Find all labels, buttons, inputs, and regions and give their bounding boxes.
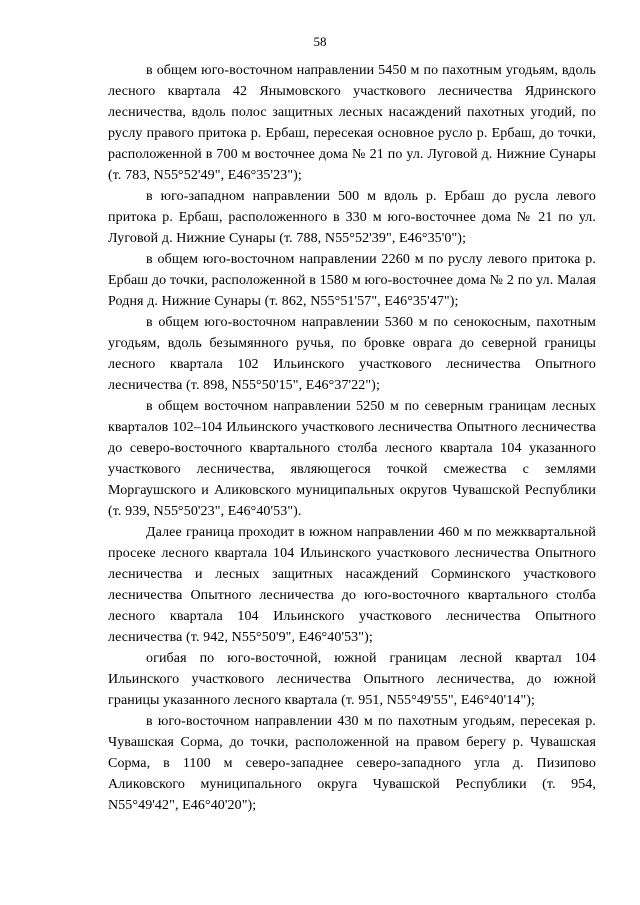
page-number: 58 [313,34,327,49]
paragraph: огибая по юго-восточной, южной границам лесной квартал 104 Ильинского участкового лесничества Опытного лесничества, до южной границы указанного лесного квартала (т. 951, N55°49'55", E46°40'14"); [108,651,596,708]
paragraph: в юго-западном направлении 500 м вдоль р. Ербаш до русла левого притока р. Ербаш, расположенного в 330 м юго-восточнее дома № 21 по ул. Луговой д. Нижние Сунары (т. 788, N55°52'39", E46°35'0"); [108,189,596,246]
document-body [108,60,596,816]
paragraph: в общем юго-восточном направлении 5450 м по пахотным угодьям, вдоль лесного квартала 42 Янымовского участкового лесничества Ядринского лесничества, вдоль полос защитных лесных насаждений пахотных угодий, по руслу правого притока р. Ербаш, пересекая основное русло р. Ербаш, до точки, расположенной в 700 м восточнее дома № 21 по ул. Луговой д. Нижние Сунары (т. 783, N55°52'49", E46°35'23"); [108,63,596,183]
paragraph: в общем юго-восточном направлении 5360 м по сенокосным, пахотным угодьям, вдоль безымянного ручья, по бровке оврага до северной границы лесного квартала 102 Ильинского участкового лесничества Опытного лесничества (т. 898, N55°50'15", E46°37'22"); [108,315,596,393]
paragraph: Далее граница проходит в южном направлении 460 м по межквартальной просеке лесного квартала 104 Ильинского участкового лесничества Опытного лесничества и лесных защитных насаждений Сорминского участкового лесничества Опытного лесничества до юго-восточного квартального столба лесного квартала 104 Ильинского участкового лесничества Опытного лесничества (т. 942, N55°50'9", E46°40'53"); [108,525,596,645]
paragraph: в общем юго-восточном направлении 2260 м по руслу левого притока р. Ербаш до точки, расположенной в 1580 м юго-восточнее дома № 2 по ул. Малая Родня д. Нижние Сунары (т. 862, N55°51'57", E46°35'47"); [108,252,596,309]
paragraph: в общем восточном направлении 5250 м по северным границам лесных кварталов 102–104 Ильинского участкового лесничества Опытного лесничества до северо-восточного квартального столба лесного квартала 104 указанного участкового лесничества, являющегося точкой смежества с землями Моргаушского и Аликовского муниципальных округов Чувашской Республики (т. 939, N55°50'23", E46°40'53"). [108,399,596,519]
paragraph: в юго-восточном направлении 430 м по пахотным угодьям, пересекая р. Чувашская Сорма, до точки, расположенной на правом берегу р. Чувашская Сорма, в 1100 м северо-западнее северо-западного угла д. Пизипово Аликовского муниципального округа Чувашской Республики (т. 954, N55°49'42", E46°40'20"); [108,714,596,813]
